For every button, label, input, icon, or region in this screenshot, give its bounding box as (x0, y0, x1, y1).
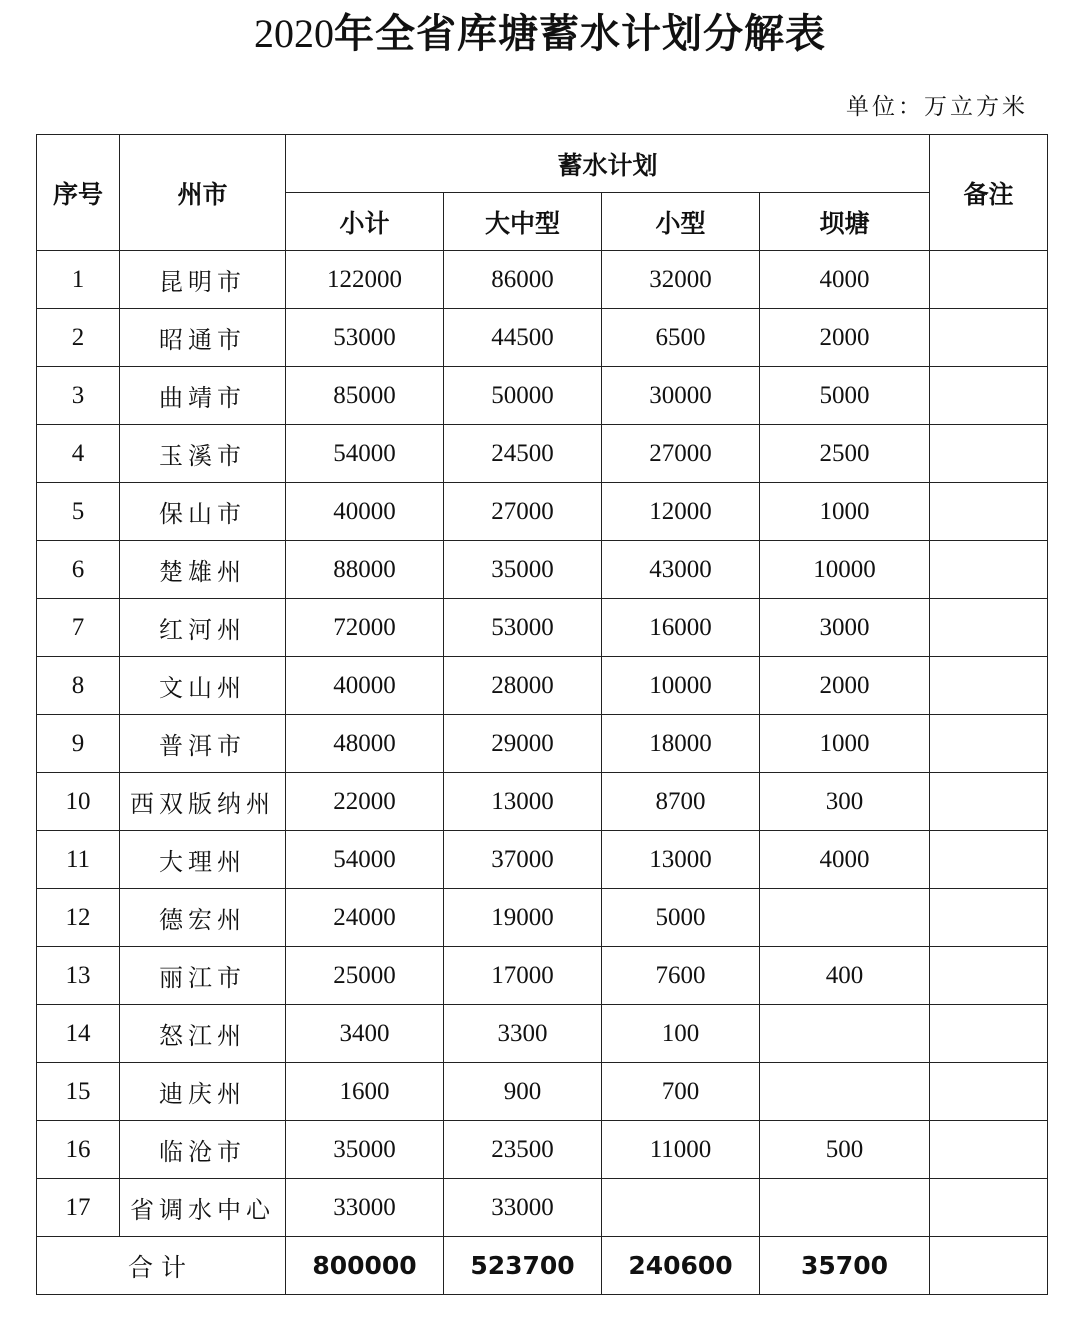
cell-city: 昆明市 (120, 251, 286, 309)
cell-large-medium: 35000 (444, 541, 602, 599)
cell-city: 玉溪市 (120, 425, 286, 483)
cell-small: 6500 (602, 309, 760, 367)
table-row (37, 251, 1048, 309)
table-row (37, 425, 1048, 483)
cell-remarks (930, 425, 1048, 483)
cell-remarks (930, 1005, 1048, 1063)
cell-ponds (760, 1179, 930, 1237)
cell-remarks (930, 715, 1048, 773)
table-body (37, 251, 1048, 1295)
cell-remarks (930, 947, 1048, 1005)
total-large-medium: 523700 (444, 1237, 602, 1295)
cell-index: 2 (37, 309, 120, 367)
cell-city: 曲靖市 (120, 367, 286, 425)
cell-large-medium: 3300 (444, 1005, 602, 1063)
header-small: 小型 (602, 193, 760, 251)
cell-large-medium: 53000 (444, 599, 602, 657)
cell-small: 5000 (602, 889, 760, 947)
table-row (37, 483, 1048, 541)
cell-index: 6 (37, 541, 120, 599)
cell-remarks (930, 251, 1048, 309)
cell-small: 27000 (602, 425, 760, 483)
cell-city: 大理州 (120, 831, 286, 889)
table-row (37, 599, 1048, 657)
cell-small: 700 (602, 1063, 760, 1121)
title-text: 年全省库塘蓄水计划分解表 (334, 11, 826, 57)
cell-subtotal: 122000 (286, 251, 444, 309)
header-plan-group: 蓄水计划 (286, 135, 930, 193)
cell-city: 省调水中心 (120, 1179, 286, 1237)
cell-index: 4 (37, 425, 120, 483)
cell-small: 8700 (602, 773, 760, 831)
cell-index: 15 (37, 1063, 120, 1121)
cell-small: 30000 (602, 367, 760, 425)
cell-subtotal: 85000 (286, 367, 444, 425)
cell-subtotal: 40000 (286, 657, 444, 715)
cell-remarks (930, 1121, 1048, 1179)
cell-subtotal: 88000 (286, 541, 444, 599)
table-row (37, 1179, 1048, 1237)
cell-remarks (930, 309, 1048, 367)
cell-city: 怒江州 (120, 1005, 286, 1063)
cell-city: 楚雄州 (120, 541, 286, 599)
cell-ponds (760, 889, 930, 947)
cell-index: 14 (37, 1005, 120, 1063)
cell-remarks (930, 773, 1048, 831)
total-row (37, 1237, 1048, 1295)
cell-city: 迪庆州 (120, 1063, 286, 1121)
cell-index: 17 (37, 1179, 120, 1237)
cell-ponds: 1000 (760, 715, 930, 773)
cell-ponds: 2500 (760, 425, 930, 483)
cell-subtotal: 48000 (286, 715, 444, 773)
table-row (37, 715, 1048, 773)
cell-subtotal: 24000 (286, 889, 444, 947)
table-row (37, 1005, 1048, 1063)
cell-remarks (930, 599, 1048, 657)
cell-subtotal: 72000 (286, 599, 444, 657)
table-row (37, 889, 1048, 947)
cell-ponds: 500 (760, 1121, 930, 1179)
cell-small: 16000 (602, 599, 760, 657)
table-header (37, 135, 1048, 251)
cell-subtotal: 1600 (286, 1063, 444, 1121)
cell-index: 3 (37, 367, 120, 425)
cell-ponds: 10000 (760, 541, 930, 599)
table-row (37, 367, 1048, 425)
total-ponds: 35700 (760, 1237, 930, 1295)
cell-index: 1 (37, 251, 120, 309)
cell-subtotal: 33000 (286, 1179, 444, 1237)
cell-city: 丽江市 (120, 947, 286, 1005)
cell-city: 德宏州 (120, 889, 286, 947)
cell-index: 13 (37, 947, 120, 1005)
cell-small: 11000 (602, 1121, 760, 1179)
header-row-1 (37, 135, 1048, 193)
cell-large-medium: 24500 (444, 425, 602, 483)
cell-large-medium: 29000 (444, 715, 602, 773)
cell-ponds (760, 1063, 930, 1121)
cell-city: 文山州 (120, 657, 286, 715)
unit-label: 单位：万立方米 (846, 94, 1028, 120)
table-row (37, 831, 1048, 889)
cell-small: 18000 (602, 715, 760, 773)
cell-large-medium: 28000 (444, 657, 602, 715)
cell-subtotal: 54000 (286, 425, 444, 483)
cell-ponds: 2000 (760, 657, 930, 715)
cell-subtotal: 22000 (286, 773, 444, 831)
cell-index: 8 (37, 657, 120, 715)
header-ponds: 坝塘 (760, 193, 930, 251)
cell-small: 13000 (602, 831, 760, 889)
cell-ponds: 4000 (760, 831, 930, 889)
cell-large-medium: 27000 (444, 483, 602, 541)
cell-remarks (930, 483, 1048, 541)
cell-remarks (930, 1179, 1048, 1237)
cell-subtotal: 35000 (286, 1121, 444, 1179)
storage-plan-table (36, 134, 1048, 1295)
cell-large-medium: 44500 (444, 309, 602, 367)
header-large-medium: 大中型 (444, 193, 602, 251)
table-row (37, 773, 1048, 831)
cell-ponds (760, 1005, 930, 1063)
cell-large-medium: 50000 (444, 367, 602, 425)
cell-ponds: 400 (760, 947, 930, 1005)
cell-city: 西双版纳州 (120, 773, 286, 831)
cell-small: 10000 (602, 657, 760, 715)
cell-ponds: 4000 (760, 251, 930, 309)
cell-remarks (930, 657, 1048, 715)
cell-small (602, 1179, 760, 1237)
header-subtotal: 小计 (286, 193, 444, 251)
cell-small: 12000 (602, 483, 760, 541)
cell-index: 12 (37, 889, 120, 947)
cell-remarks (930, 831, 1048, 889)
cell-ponds: 1000 (760, 483, 930, 541)
total-label: 合计 (37, 1237, 286, 1295)
cell-large-medium: 23500 (444, 1121, 602, 1179)
cell-large-medium: 17000 (444, 947, 602, 1005)
header-remarks: 备注 (930, 135, 1048, 251)
cell-remarks (930, 541, 1048, 599)
cell-city: 昭通市 (120, 309, 286, 367)
cell-large-medium: 37000 (444, 831, 602, 889)
cell-large-medium: 86000 (444, 251, 602, 309)
header-index: 序号 (37, 135, 120, 251)
cell-ponds: 5000 (760, 367, 930, 425)
cell-city: 普洱市 (120, 715, 286, 773)
cell-index: 7 (37, 599, 120, 657)
cell-large-medium: 900 (444, 1063, 602, 1121)
cell-city: 临沧市 (120, 1121, 286, 1179)
total-small: 240600 (602, 1237, 760, 1295)
cell-subtotal: 3400 (286, 1005, 444, 1063)
cell-ponds: 300 (760, 773, 930, 831)
cell-small: 32000 (602, 251, 760, 309)
cell-index: 5 (37, 483, 120, 541)
cell-small: 100 (602, 1005, 760, 1063)
cell-subtotal: 25000 (286, 947, 444, 1005)
cell-city: 红河州 (120, 599, 286, 657)
cell-subtotal: 53000 (286, 309, 444, 367)
total-remarks (930, 1237, 1048, 1295)
cell-remarks (930, 889, 1048, 947)
cell-remarks (930, 1063, 1048, 1121)
cell-index: 16 (37, 1121, 120, 1179)
cell-small: 43000 (602, 541, 760, 599)
table-row (37, 1121, 1048, 1179)
cell-city: 保山市 (120, 483, 286, 541)
total-subtotal: 800000 (286, 1237, 444, 1295)
cell-subtotal: 54000 (286, 831, 444, 889)
cell-index: 10 (37, 773, 120, 831)
cell-index: 9 (37, 715, 120, 773)
table-row (37, 657, 1048, 715)
table-row (37, 947, 1048, 1005)
cell-large-medium: 13000 (444, 773, 602, 831)
cell-subtotal: 40000 (286, 483, 444, 541)
table-row (37, 309, 1048, 367)
cell-large-medium: 33000 (444, 1179, 602, 1237)
header-city: 州市 (120, 135, 286, 251)
page-title (0, 10, 1080, 58)
cell-remarks (930, 367, 1048, 425)
cell-large-medium: 19000 (444, 889, 602, 947)
cell-ponds: 2000 (760, 309, 930, 367)
table-row (37, 1063, 1048, 1121)
table-row (37, 541, 1048, 599)
cell-small: 7600 (602, 947, 760, 1005)
cell-index: 11 (37, 831, 120, 889)
title-year: 2020 (254, 11, 334, 56)
cell-ponds: 3000 (760, 599, 930, 657)
